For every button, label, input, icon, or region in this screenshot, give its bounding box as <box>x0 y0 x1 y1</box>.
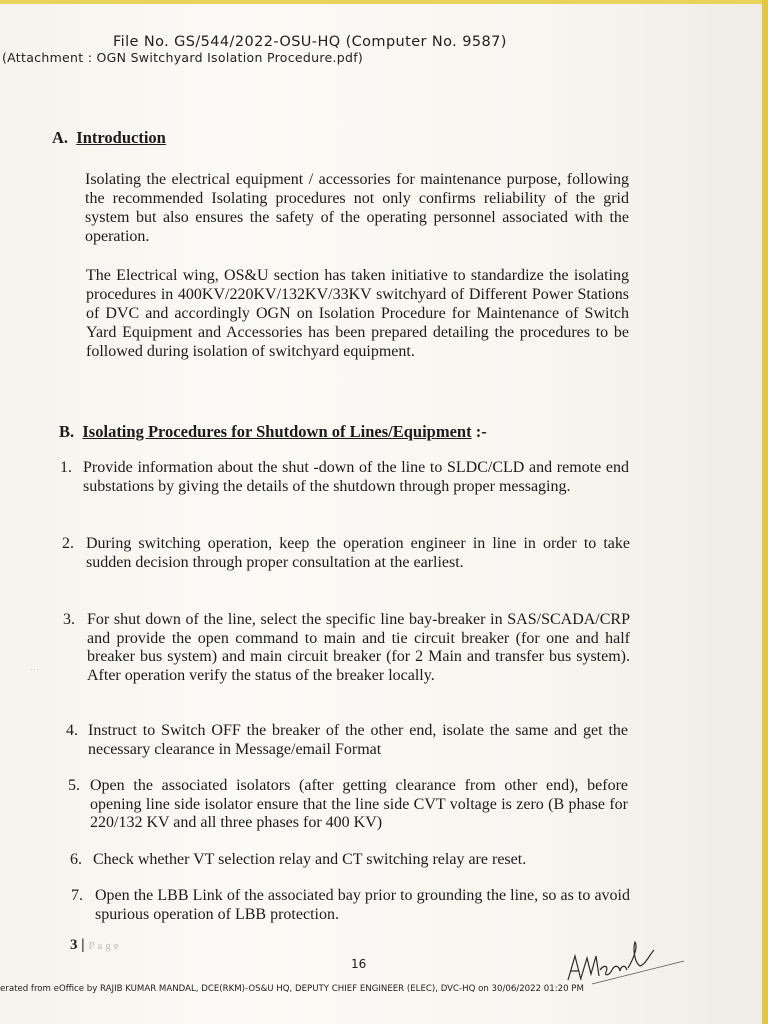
page-word: Page <box>88 940 122 952</box>
list-item-number: 7. <box>71 887 83 904</box>
list-item-number: 3. <box>63 611 75 628</box>
list-item-number: 2. <box>62 535 74 552</box>
list-item-text: Check whether VT selection relay and CT switching relay are reset. <box>93 851 527 868</box>
list-item-number: 5. <box>68 777 80 794</box>
list-item <box>71 887 631 927</box>
section-b-heading <box>59 422 487 442</box>
section-a-title: Introduction <box>76 128 166 147</box>
center-page-number: 16 <box>351 957 367 971</box>
section-a-letter: A. <box>52 128 69 147</box>
list-item-text: For shut down of the line, select the specific line bay-breaker in SAS/SCADA/CRP and provide the open command to main and tie circuit breaker (for one and half breaker bus system) and main circuit breaker (for 2 Main and transfer bus system). After operation verify the status of the breaker locally. <box>87 611 630 684</box>
page-right-edge <box>762 0 768 1024</box>
page-top-edge <box>0 0 768 4</box>
list-item <box>68 777 631 835</box>
intro-paragraph-1: Isolating the electrical equipment / accessories for maintenance purpose, following the recommended Isolating procedures not only confirms reliability of the grid system but also ensures the safety of the operating personnel associated with the operation. <box>85 171 629 245</box>
list-item <box>66 722 630 762</box>
list-item-text: Open the associated isolators (after getting clearance from other end), before opening line side isolator ensure that the line side CVT voltage is zero (B phase for 220/132 KV and all three phases for 400 KV) <box>90 777 628 831</box>
list-item <box>62 535 632 591</box>
section-a-heading <box>52 128 166 148</box>
section-b-letter: B. <box>59 422 75 441</box>
scan-speck: ⋯ <box>30 664 39 674</box>
page-number-label: 3 | <box>70 937 85 953</box>
section-b-title: Isolating Procedures for Shutdown of Lines/Equipment <box>82 422 472 441</box>
list-item-text: Provide information about the shut -down of the line to SLDC/CLD and remote end substations by giving the details of the shutdown through proper messaging. <box>83 459 629 495</box>
signature-image <box>562 936 688 988</box>
section-b-suffix: :- <box>471 422 487 441</box>
list-item-text: During switching operation, keep the operation engineer in line in order to take sudden decision through proper consultation at the earliest. <box>86 535 630 571</box>
list-item <box>63 611 632 705</box>
attachment-line: (Attachment : OGN Switchyard Isolation Procedure.pdf) <box>2 50 364 65</box>
file-number-line: File No. GS/544/2022-OSU-HQ (Computer No. 9587) <box>113 34 507 50</box>
intro-paragraph-2: The Electrical wing, OS&U section has taken initiative to standardize the isolating procedures in 400KV/220KV/132KV/33KV switchyard of Different Power Stations of DVC and accordingly OGN on Isolation Procedure for Maintenance of Switch Yard Equipment and Accessories has been prepared detailing the procedures to be followed during isolation of switchyard equipment. <box>86 267 629 360</box>
list-item-text: Instruct to Switch OFF the breaker of the other end, isolate the same and get the necessary clearance in Message/email Format <box>88 722 628 758</box>
list-item-number: 1. <box>60 459 72 476</box>
list-item <box>70 851 630 871</box>
list-item-number: 6. <box>70 851 82 868</box>
list-item-number: 4. <box>66 722 78 739</box>
page-number-footer <box>70 937 122 954</box>
generated-by-footer: erated from eOffice by RAJIB KUMAR MANDAL, DCE(RKM)-OS&U HQ, DEPUTY CHIEF ENGINEER (ELEC), DVC-HQ on 30/06/2022 01:20 PM <box>0 984 584 994</box>
list-item-text: Open the LBB Link of the associated bay prior to grounding the line, so as to avoid spurious operation of LBB protection. <box>95 887 630 923</box>
list-item <box>60 459 632 515</box>
